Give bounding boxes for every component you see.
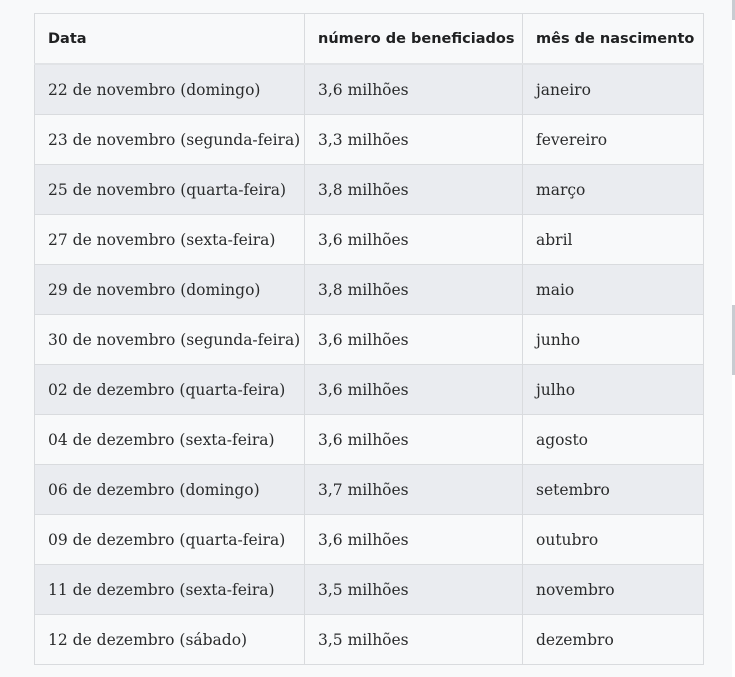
cell-date: 04 de dezembro (sexta-feira): [35, 415, 305, 465]
cell-date: 25 de novembro (quarta-feira): [35, 165, 305, 215]
table-row: [35, 215, 704, 265]
cell-date: 30 de novembro (segunda-feira): [35, 315, 305, 365]
cell-birth-month: janeiro: [523, 64, 704, 115]
cell-birth-month: abril: [523, 215, 704, 265]
cell-birth-month: junho: [523, 315, 704, 365]
cell-date: 29 de novembro (domingo): [35, 265, 305, 315]
cell-date: 22 de novembro (domingo): [35, 64, 305, 115]
table-row: [35, 64, 704, 115]
cell-beneficiaries: 3,3 milhões: [305, 115, 523, 165]
table-row: [35, 465, 704, 515]
cell-beneficiaries: 3,7 milhões: [305, 465, 523, 515]
cell-birth-month: julho: [523, 365, 704, 415]
table-row: [35, 615, 704, 665]
cell-date: 11 de dezembro (sexta-feira): [35, 565, 305, 615]
cell-beneficiaries: 3,6 milhões: [305, 515, 523, 565]
cell-birth-month: fevereiro: [523, 115, 704, 165]
cell-date: 06 de dezembro (domingo): [35, 465, 305, 515]
cell-birth-month: dezembro: [523, 615, 704, 665]
table-row: [35, 265, 704, 315]
table-row: [35, 515, 704, 565]
table-header-row: [35, 14, 704, 65]
cell-beneficiaries: 3,5 milhões: [305, 615, 523, 665]
table-row: [35, 365, 704, 415]
cell-birth-month: novembro: [523, 565, 704, 615]
cell-beneficiaries: 3,6 milhões: [305, 215, 523, 265]
table-row: [35, 115, 704, 165]
cell-beneficiaries: 3,6 milhões: [305, 315, 523, 365]
column-header-data: Data: [35, 14, 305, 65]
cell-birth-month: setembro: [523, 465, 704, 515]
cell-beneficiaries: 3,6 milhões: [305, 365, 523, 415]
cell-birth-month: outubro: [523, 515, 704, 565]
table-row: [35, 165, 704, 215]
table-row: [35, 565, 704, 615]
column-header-beneficiados: número de beneficiados: [305, 14, 523, 65]
cell-birth-month: maio: [523, 265, 704, 315]
column-header-mes: mês de nascimento: [523, 14, 704, 65]
cell-birth-month: março: [523, 165, 704, 215]
cell-beneficiaries: 3,5 milhões: [305, 565, 523, 615]
cell-date: 23 de novembro (segunda-feira): [35, 115, 305, 165]
table-row: [35, 315, 704, 365]
cell-beneficiaries: 3,8 milhões: [305, 265, 523, 315]
payment-schedule-table: [34, 13, 704, 665]
cell-date: 12 de dezembro (sábado): [35, 615, 305, 665]
table-row: [35, 415, 704, 465]
cell-beneficiaries: 3,6 milhões: [305, 64, 523, 115]
cell-date: 02 de dezembro (quarta-feira): [35, 365, 305, 415]
cell-beneficiaries: 3,8 milhões: [305, 165, 523, 215]
cell-date: 09 de dezembro (quarta-feira): [35, 515, 305, 565]
cell-birth-month: agosto: [523, 415, 704, 465]
cell-date: 27 de novembro (sexta-feira): [35, 215, 305, 265]
cell-beneficiaries: 3,6 milhões: [305, 415, 523, 465]
